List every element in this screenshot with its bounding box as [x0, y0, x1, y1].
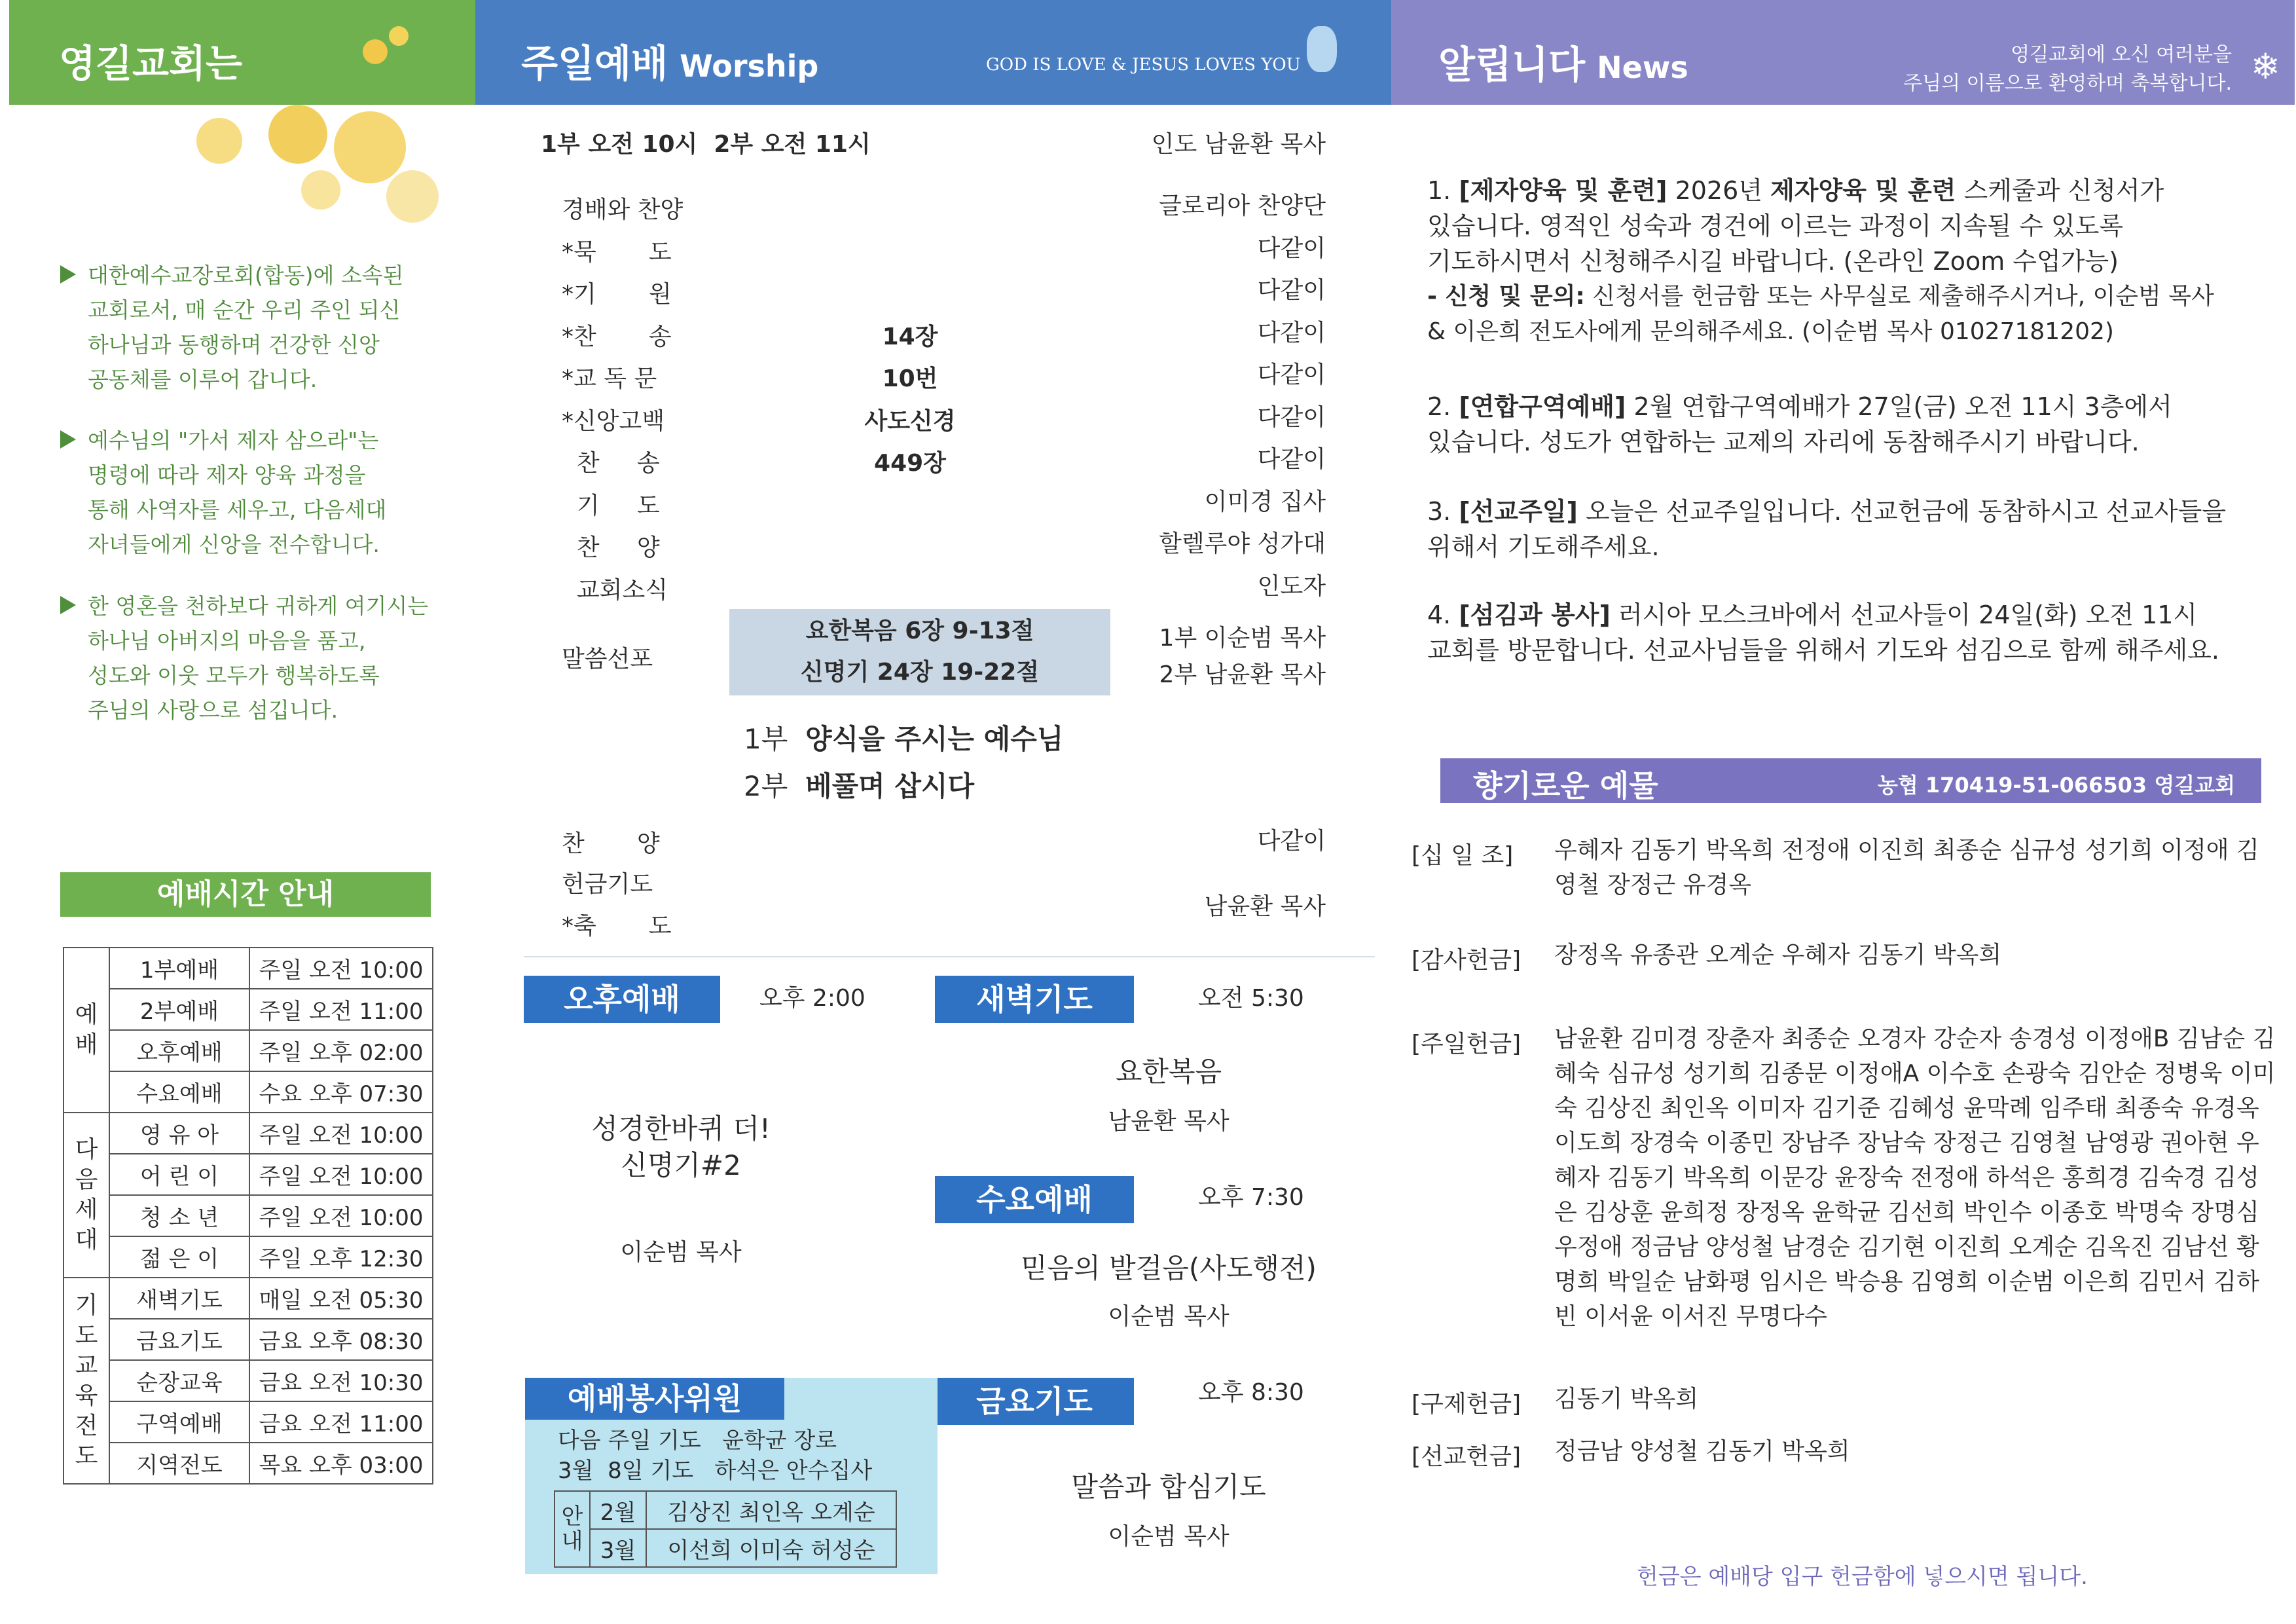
welcome-message: 영길교회에 오신 여러분을 주님의 이름으로 환영하며 축복합니다. [1903, 43, 2232, 95]
bullet-icon [60, 430, 76, 449]
friday-time: 오후 8:30 [1198, 1379, 1304, 1406]
committee-line: 다음 주일 기도 윤학균 장로 [558, 1428, 837, 1454]
offering-label: [십 일 조] [1412, 842, 1514, 869]
table-row: 3월 이선희 이미숙 허성순 [555, 1529, 896, 1567]
sermon-label: 말씀선포 [562, 646, 653, 673]
news-title-en: News [1597, 50, 1688, 85]
divider [524, 956, 1375, 957]
flower-icon [363, 39, 388, 64]
preacher-2: 2부 남윤환 목사 [1159, 661, 1326, 688]
offering-title: 향기로운 예물 [1473, 768, 1658, 803]
offering-label: [주일헌금] [1412, 1031, 1522, 1058]
order-label: *기 원 [562, 281, 672, 308]
wednesday-time: 오후 7:30 [1198, 1184, 1304, 1211]
news-item-1: 1. [제자양육 및 훈련] 2026년 제자양육 및 훈련 스케줄과 신청서가 있습니다. 영적인 성숙과 경건에 이르는 과정이 지속될 수 있도록 기도하시면서 신청해주시길 바랍니다. (온라인 Zoom 수업가능) - 신청 및 문의: 신청서를 헌금함 또는 사무실로 제출해주시거나, 이순범 목사 & 이은희 전도사에게 문의해주세요. (이순범 목사 01027181202) [1427, 176, 2214, 345]
bullet-icon [60, 596, 76, 614]
dawn-preacher: 남윤환 목사 [1108, 1108, 1230, 1135]
sermon-title-2: 2부 베풀며 삽시다 [744, 770, 975, 802]
order-label: 찬 양 [562, 534, 660, 561]
snowflake-icon: ❄ [2250, 46, 2280, 87]
middle-header-bar [475, 0, 1391, 105]
service-committee-title: 예배봉사위원 [525, 1378, 784, 1420]
worship-leader: 인도 남윤환 목사 [1151, 131, 1326, 158]
friday-sermon: 말씀과 합심기도 [1071, 1471, 1266, 1503]
offering-note: 헌금은 예배당 입구 헌금함에 넣으시면 됩니다. [1637, 1564, 2088, 1590]
news-item-2: 2. [연합구역예배] 2월 연합구역예배가 27일(금) 오전 11시 3층에서 있습니다. 성도가 연합하는 교제의 자리에 동참해주시기 바랍니다. [1427, 392, 2172, 456]
table-row: 안 내 2월 김상진 최인옥 오계순 [555, 1491, 896, 1529]
order-right: 다같이 [1257, 446, 1326, 473]
offering-label: [선교헌금] [1412, 1443, 1522, 1470]
news-title: 알립니다 News [1438, 43, 1688, 87]
left-header-bar [9, 0, 475, 105]
intro-paragraph: 대한예수교장로회(합동)에 소속된 교회로서, 매 순간 우리 주인 되신 하나님과 동행하며 건강한 신앙 공동체를 이루어 갑니다. [88, 263, 404, 392]
order-label: *교 독 문 [562, 365, 657, 392]
order-label: 경배와 찬양 [562, 196, 683, 223]
table-row: 수요예배 수요 오후 07:30 [64, 1071, 433, 1113]
table-row: 오후예배 주일 오후 02:00 [64, 1030, 433, 1071]
schedule-group-label: 다 음 세 대 [64, 1113, 109, 1278]
table-row: 금요기도 금요 오후 08:30 [64, 1319, 433, 1360]
afternoon-sermon: 성경한바퀴 더! 신명기#2 [591, 1113, 771, 1181]
offering-label: [감사헌금] [1412, 947, 1522, 974]
afternoon-service-title: 오후예배 [524, 976, 720, 1023]
schedule-title: 예배시간 안내 [60, 872, 431, 917]
left-title: 영길교회는 [59, 41, 243, 86]
friday-preacher: 이순범 목사 [1108, 1523, 1230, 1550]
news-item-3: 3. [선교주일] 오늘은 선교주일입니다. 선교헌금에 동참하시고 선교사들을 위해서 기도해주세요. [1427, 497, 2227, 561]
order-center: 10번 [882, 365, 938, 392]
order-right: 다같이 [1257, 277, 1326, 304]
intro-paragraph: 예수님의 "가서 제자 삼으라"는 명령에 따라 제자 양육 과정을 통해 사역자를 세우고, 다음세대 자녀들에게 신앙을 전수합니다. [88, 428, 387, 557]
order-label: 헌금기도 [562, 871, 653, 898]
order-right: 이미경 집사 [1204, 489, 1326, 515]
table-row: 2부예배 주일 오전 11:00 [64, 989, 433, 1030]
order-right: 글로리아 찬양단 [1159, 193, 1326, 219]
order-center: 사도신경 [864, 408, 956, 435]
offering-names: 정금남 양성철 김동기 박옥희 [1554, 1438, 1850, 1465]
order-right: 인도자 [1257, 573, 1326, 600]
order-label: 찬 양 [562, 830, 660, 857]
table-row: 기 도 교 육 전 도 새벽기도 매일 오전 05:30 [64, 1278, 433, 1319]
committee-line: 3월 8일 기도 하석은 안수집사 [558, 1458, 873, 1484]
table-row: 젊 은 이 주일 오후 12:30 [64, 1236, 433, 1278]
dawn-time: 오전 5:30 [1198, 985, 1304, 1012]
table-row: 어 린 이 주일 오전 10:00 [64, 1154, 433, 1195]
order-right: 다같이 [1257, 828, 1326, 855]
right-header-bar [1391, 0, 2295, 105]
dawn-prayer-title: 새벽기도 [935, 976, 1134, 1023]
bullet-icon [60, 265, 76, 284]
offering-names: 김동기 박옥희 [1554, 1386, 1699, 1412]
offering-label: [구제헌금] [1412, 1391, 1522, 1418]
order-label: 교회소식 [562, 577, 668, 604]
table-row: 예 배 1부예배 주일 오전 10:00 [64, 948, 433, 989]
table-row: 지역전도 목요 오후 03:00 [64, 1443, 433, 1484]
schedule-group-label: 예 배 [64, 948, 109, 1113]
schedule-group-label: 기 도 교 육 전 도 [64, 1278, 109, 1484]
order-label: *찬 송 [562, 323, 672, 350]
order-right: 다같이 [1257, 361, 1326, 388]
order-label: 찬 송 [562, 450, 660, 477]
offering-names: 장정옥 유종관 오계순 우혜자 김동기 박옥희 [1554, 942, 2002, 969]
order-right: 다같이 [1257, 404, 1326, 431]
flower-icon [389, 26, 409, 46]
order-label: 기 도 [562, 492, 660, 519]
friday-prayer-title: 금요기도 [935, 1378, 1134, 1425]
usher-table [554, 1490, 897, 1568]
afternoon-time: 오후 2:00 [759, 985, 866, 1012]
offering-names: 우혜자 김동기 박옥희 전정애 이진희 최종순 심규성 성기희 이정애 김영철 장정근 유경옥 [1554, 837, 2259, 898]
scripture-reading: 요한복음 6장 9-13절 [805, 618, 1034, 644]
order-center: 449장 [874, 450, 946, 477]
order-label: *축 도 [562, 913, 672, 940]
intro-paragraph: 한 영혼을 천하보다 귀하게 여기시는 하나님 아버지의 마음을 품고, 성도와 이웃 모두가 행복하도록 주님의 사랑으로 섬깁니다. [88, 593, 429, 723]
order-right: 다같이 [1257, 320, 1326, 346]
scripture-reading: 신명기 24장 19-22절 [800, 659, 1040, 686]
wednesday-sermon: 믿음의 발걸음(사도행전) [1021, 1252, 1317, 1284]
offering-header [1440, 758, 2261, 803]
offering-names: 남윤환 김미경 장춘자 최종순 오경자 강순자 송경성 이정애B 김남순 김혜숙 심규성 성기희 김종문 이정애A 이수호 손광숙 김안순 정병욱 이미숙 김상진 최인옥 이미자 김기준 김혜성 윤막례 임주태 최종숙 유경옥 이도희 장경숙 이종민 장남주 장남숙 장정근 김영철 남영광 권아현 우혜자 김동기 박옥희 이문강 윤장숙 전정애 하석은 홍희경 김숙경 김성은 김상훈 윤희정 장정옥 윤학균 김선희 박인수 이종호 박명숙 장명심 우정애 정금남 양성철 남경순 김기현 이진희 오계순 김옥진 김남선 황명희 박일순 남화평 임시은 박승용 김영희 이순범 이은희 김민서 김하빈 이서윤 이서진 무명다수 [1554, 1025, 2276, 1330]
flower-icon [1307, 26, 1337, 72]
order-label: *묵 도 [562, 239, 672, 266]
order-label: *신앙고백 [562, 408, 665, 435]
slogan: GOD IS LOVE & JESUS LOVES YOU [986, 55, 1301, 75]
table-row: 구역예배 금요 오전 11:00 [64, 1401, 433, 1443]
bank-account: 농협 170419-51-066503 영길교회 [1877, 773, 2235, 798]
table-row: 청 소 년 주일 오전 10:00 [64, 1195, 433, 1236]
dawn-sermon: 요한복음 [1115, 1056, 1222, 1088]
service-times: 1부 오전 10시 2부 오전 11시 [541, 131, 871, 158]
order-center: 14장 [882, 323, 938, 350]
flower-decoration [170, 105, 445, 236]
table-row: 다 음 세 대 영 유 아 주일 오전 10:00 [64, 1113, 433, 1154]
news-item-4: 4. [섬김과 봉사] 러시아 모스크바에서 선교사들이 24일(화) 오전 11시 교회를 방문합니다. 선교사님들을 위해서 기도와 섬김으로 함께 해주세요. [1427, 600, 2219, 665]
afternoon-preacher: 이순범 목사 [620, 1239, 742, 1266]
worship-title-en: Worship [680, 48, 819, 84]
wednesday-service-title: 수요예배 [935, 1176, 1134, 1223]
wednesday-preacher: 이순범 목사 [1108, 1303, 1230, 1330]
preacher-1: 1부 이순범 목사 [1159, 625, 1326, 652]
order-right: 할렐루야 성가대 [1159, 530, 1326, 557]
sermon-title-1: 1부 양식을 주시는 예수님 [744, 723, 1064, 755]
table-row: 순장교육 금요 오전 10:30 [64, 1360, 433, 1401]
scripture-box [729, 609, 1110, 695]
order-right: 남윤환 목사 [1204, 893, 1326, 920]
worship-title: 주일예배 Worship [521, 41, 819, 86]
schedule-table [63, 947, 433, 1485]
order-right: 다같이 [1257, 235, 1326, 262]
